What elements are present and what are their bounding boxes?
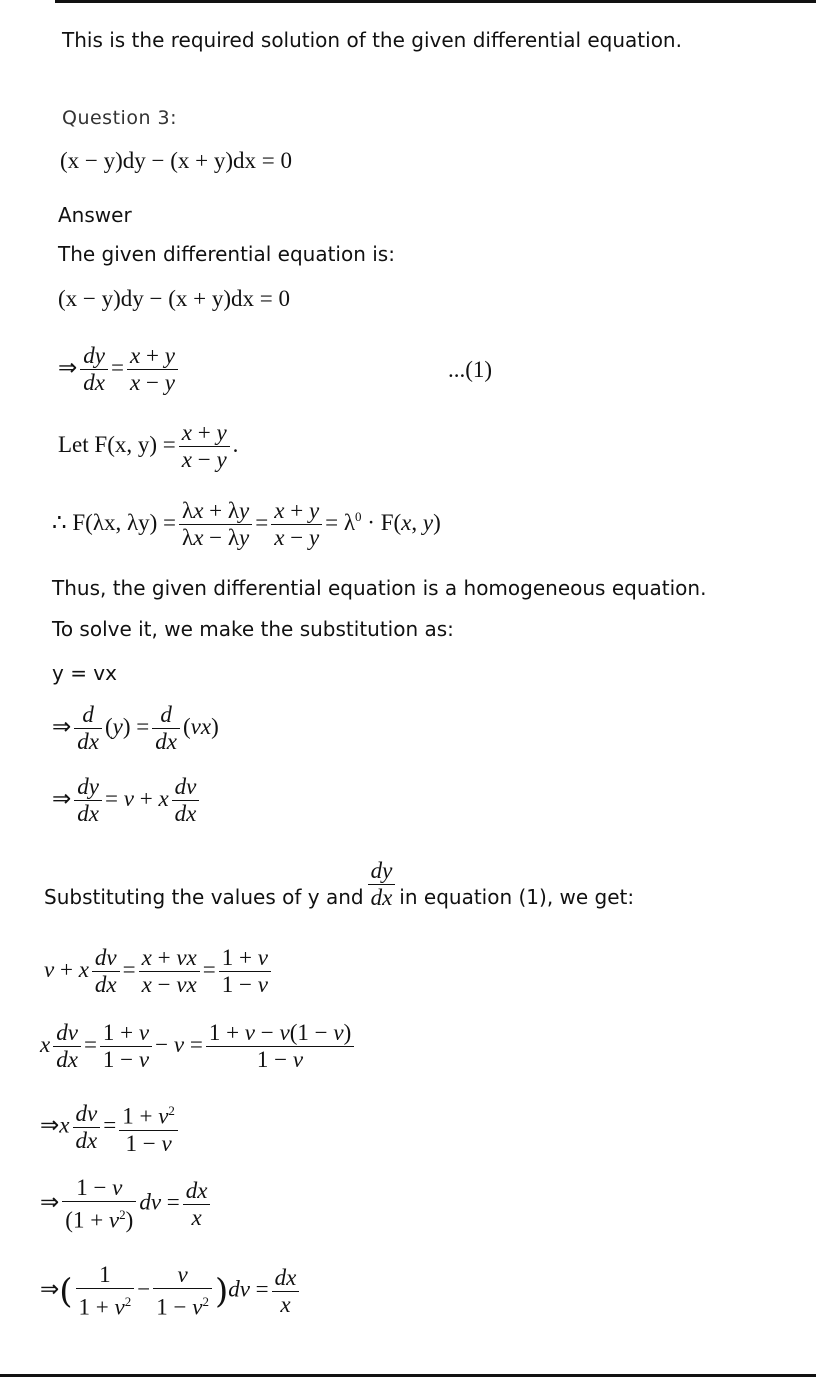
step-separated: ⇒ $\frac{1 - v}{(1 + v^2)}$ dv = $\frac{dx}{x}$ — [40, 1175, 213, 1234]
implies-symbol: ⇒ — [40, 1276, 60, 1302]
step-partial: ⇒( $\frac{1}{1 + v^2}$ − $\frac{v}{1 - v^2}$ )dv = $\frac{dx}{x}$ — [40, 1262, 302, 1321]
top-rule — [55, 0, 816, 3]
given-text: The given differential equation is: — [58, 242, 395, 266]
question-label: Question 3: — [62, 107, 178, 129]
therefore-symbol: ∴ — [52, 509, 67, 535]
equation-1: ⇒ $\frac{dy}{dx}$ = $\frac{x + y}{x - y}$ — [58, 343, 181, 396]
implies-symbol: ⇒ — [40, 1189, 60, 1215]
step-simplified: ⇒x $\frac{dv}{dx}$ = $\frac{1 + v^2}{1 - v}$ — [40, 1098, 181, 1157]
implies-symbol: ⇒ — [58, 354, 78, 380]
equation-1-tag: ...(1) — [448, 357, 493, 382]
derivative-step-2: ⇒ $\frac{dy}{dx}$ = v + x $\frac{dv}{dx}$ — [52, 774, 202, 827]
question-equation: (x − y)dy − (x + y)dx = 0 — [60, 148, 293, 173]
answer-label: Answer — [58, 203, 132, 227]
substituting-text-before: Substituting the values of y and — [44, 885, 364, 909]
let-prefix: Let F(x, y) = — [58, 431, 176, 457]
implies-symbol: ⇒ — [40, 1112, 60, 1138]
intro-text: This is the required solution of the given differential equation. — [62, 28, 682, 52]
bottom-rule — [0, 1374, 816, 1377]
step-isolate: x $\frac{dv}{dx}$ = $\frac{1 + v}{1 - v}$ − v = $\frac{1 + v - v(1 - v)}{1 - v}$ — [40, 1020, 357, 1073]
substituting-text: Substituting the values of y and $\frac{dy}{dx}$ in equation (1), we get: — [44, 858, 635, 910]
implies-symbol: ⇒ — [52, 785, 72, 811]
substitution-equation: y = vx — [52, 661, 117, 685]
homogeneous-text: Thus, the given differential equation is a homogeneous equation. — [52, 576, 707, 600]
homogeneity-check: ∴ F(λx, λy) = $\frac{\lambda x + \lambda y}{\lambda x - \lambda y}$ = $\frac{x + y}{x - y}$ = $\lambda^0 \cdot F(x$, y) — [52, 498, 441, 550]
substitution-text: To solve it, we make the substitution as: — [52, 617, 454, 641]
implies-symbol: ⇒ — [52, 713, 72, 739]
let-definition: Let F(x, y) = $\frac{x + y}{x - y}$ . — [58, 420, 239, 472]
derivative-step-1: ⇒ $\frac{d}{dx}$ (y) = $\frac{d}{dx}$ (vx) — [52, 702, 219, 754]
substituting-text-after: in equation (1), we get: — [399, 885, 635, 909]
step-substituted: v + x $\frac{dv}{dx}$ = $\frac{x + vx}{x - vx}$ = $\frac{1 + v}{1 - v}$ — [44, 945, 274, 998]
given-equation: (x − y)dy − (x + y)dx = 0 — [58, 286, 291, 311]
